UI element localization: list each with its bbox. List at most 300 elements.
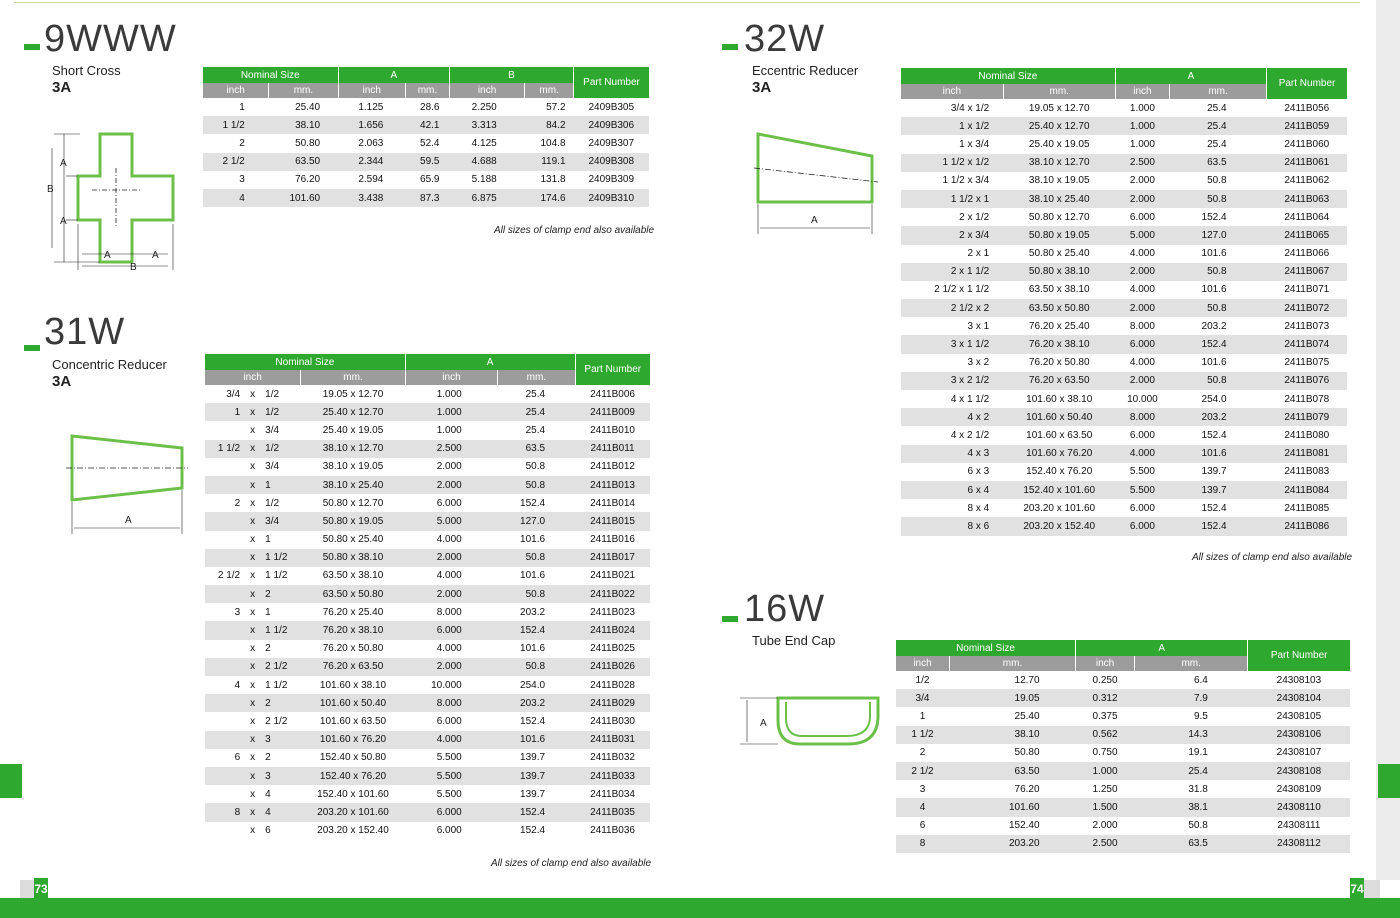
table-cell: 50.8 [498, 658, 575, 676]
col-nominal-size: Nominal Size [901, 68, 1116, 84]
table-cell: 3/4 x 1/2 [950, 102, 990, 114]
table-cell: 203.2 [1170, 408, 1267, 426]
table-cell: 2411B065 [1267, 226, 1347, 244]
table-cell: 2.000 [405, 658, 497, 676]
table-cell: 4 x 2 1/2 [950, 429, 990, 441]
table-cell: 203.20 [950, 835, 1076, 853]
table-cell: 6.000 [1129, 502, 1155, 514]
right-gutter [1376, 0, 1400, 880]
table-cell: 2411B014 [590, 497, 635, 509]
table-cell: 3/4 [896, 689, 950, 707]
table-cell: 101.6 [498, 731, 575, 749]
table-cell [205, 731, 245, 749]
table-cell: 1 1/2 [205, 440, 245, 458]
table-cell: 101.6 [1201, 248, 1227, 260]
table-cell: 2.000 [1092, 820, 1118, 832]
table-cell: 50.8 [498, 549, 575, 567]
section-name: Concentric Reducer [52, 357, 167, 372]
section-marker [722, 616, 738, 622]
concentric-reducer-diagram [62, 430, 192, 540]
table-cell: 4.000 [436, 570, 462, 582]
table-cell: 38.1 [1135, 798, 1248, 816]
table-cell: x [250, 461, 256, 473]
table-cell: 6.000 [436, 825, 462, 837]
table-cell: 50.8 [1170, 190, 1267, 208]
table-cell: 38.10 x 25.40 [1003, 190, 1115, 208]
table-cell: 1 [919, 710, 926, 722]
table-cell: 152.4 [1170, 335, 1267, 353]
table-cell: 119.1 [525, 153, 574, 171]
table-cell: 24308110 [1248, 798, 1350, 816]
table-cell: 4 x 2 [901, 408, 1004, 426]
table-cell: 0.250 [1092, 674, 1118, 686]
table-cell: 1.000 [1129, 138, 1155, 150]
table-cell: 6.000 [436, 497, 462, 509]
table-cell: 3/4 [265, 461, 280, 473]
table-row [896, 762, 1351, 780]
table-cell: 2 1/2 x 2 [901, 299, 1004, 317]
table-cell: x [250, 388, 256, 400]
table-cell: 24308108 [1248, 762, 1350, 780]
table-cell: 1.500 [1076, 798, 1135, 816]
table-cell: 25.40 [1014, 710, 1040, 722]
table-cell: 104.8 [540, 137, 566, 149]
table-cell: 0.750 [1092, 747, 1118, 759]
table-cell: 2411B062 [1284, 175, 1330, 187]
right-side-tab [1378, 764, 1400, 798]
table-cell: x [250, 497, 256, 509]
table-cell: 5.500 [405, 767, 497, 785]
table-cell: 19.05 [950, 689, 1076, 707]
table-cell: 2411B071 [1284, 284, 1330, 296]
section-code: 31W [44, 311, 126, 353]
col-a: A [1115, 68, 1266, 84]
table-cell: 101.60 x 63.50 [319, 715, 387, 727]
section-marker [722, 44, 738, 50]
table-cell: 4.000 [436, 534, 462, 546]
table-cell: 2411B064 [1284, 211, 1330, 223]
table-row [896, 671, 1351, 689]
table-cell: 6.000 [1115, 517, 1169, 535]
table-cell: 203.20 x 152.40 [317, 825, 389, 837]
table-cell [205, 767, 245, 785]
sub-mm: mm. [498, 370, 575, 385]
table-cell: 2 1/2 [203, 153, 269, 171]
table-row [205, 512, 651, 530]
sub-inch: inch [205, 370, 301, 385]
table-row [205, 767, 651, 785]
table-cell: 101.6 [1170, 445, 1267, 463]
table-row [205, 694, 651, 712]
table-row [205, 785, 651, 803]
clamp-end-note: All sizes of clamp end also available [1192, 552, 1353, 563]
table-cell: 63.50 x 50.80 [301, 585, 405, 603]
table-cell: 25.40 x 12.70 [301, 403, 405, 421]
sub-mm: mm. [950, 656, 1076, 671]
table-cell: 3 [919, 783, 926, 795]
table-cell: 2 1/2 [261, 658, 301, 676]
table-cell: 50.80 x 38.10 [1003, 263, 1115, 281]
table-cell: 50.80 x 25.40 [322, 534, 384, 546]
table-cell: 63.50 x 38.10 [322, 570, 384, 582]
table-cell: 152.40 x 76.20 [1026, 466, 1093, 478]
table-cell: 19.05 x 12.70 [1028, 102, 1090, 114]
table-cell: 63.50 x 38.10 [1028, 284, 1090, 296]
table-cell: 174.6 [525, 189, 574, 207]
table-row [205, 567, 651, 585]
table-cell: 2411B023 [590, 606, 635, 618]
table-cell: 50.8 [1170, 299, 1267, 317]
table-cell [205, 785, 245, 803]
table-cell: 2411B030 [590, 715, 635, 727]
table-cell: 2411B056 [1284, 102, 1330, 114]
table-cell: 24308106 [1248, 726, 1350, 744]
table-cell: 152.4 [498, 803, 575, 821]
table-cell: 2 x 1/2 [959, 211, 990, 223]
table-row [901, 317, 1348, 335]
table-cell: 101.6 [520, 570, 546, 582]
table-cell: 2411B029 [575, 694, 650, 712]
table-cell: 50.80 [1014, 747, 1040, 759]
table-cell: 2411B015 [575, 512, 650, 530]
table-cell: x [244, 658, 261, 676]
table-cell: 3 x 2 [967, 357, 990, 369]
table-cell: 76.20 x 38.10 [301, 621, 405, 639]
table-row [205, 549, 651, 567]
table-cell: 38.10 x 12.70 [1003, 154, 1115, 172]
table-cell: 2411B031 [575, 731, 650, 749]
table-cell: 76.20 x 50.80 [322, 643, 384, 655]
table-row [205, 531, 651, 549]
table-row [901, 263, 1348, 281]
table-cell: 2.500 [1115, 154, 1169, 172]
table-cell: 76.20 x 38.10 [1003, 335, 1115, 353]
table-cell: 3 x 1 1/2 [901, 335, 1004, 353]
table-cell: 2411B025 [590, 643, 635, 655]
table-cell: 6 [265, 825, 271, 837]
table-cell: 101.6 [520, 534, 546, 546]
bottom-bar [0, 898, 1400, 918]
table-cell: 8.000 [405, 694, 497, 712]
section-code: 32W [744, 18, 826, 60]
table-cell: 2 [265, 643, 271, 655]
table-cell: 50.80 [295, 137, 321, 149]
table-cell: 50.8 [498, 476, 575, 494]
table-cell: 6.000 [436, 715, 462, 727]
sub-mm: mm. [405, 83, 449, 98]
table-cell: 139.7 [498, 767, 575, 785]
table-cell: x [250, 424, 256, 436]
table-cell: 2.000 [1115, 299, 1169, 317]
page-number-left: 73 [34, 878, 48, 900]
table-cell [205, 694, 245, 712]
table-cell: 24308104 [1248, 689, 1350, 707]
table-cell [205, 549, 245, 567]
table-row [896, 726, 1351, 744]
table-cell: 6 [919, 820, 926, 832]
table-cell: 63.5 [498, 440, 575, 458]
table-cell: 6.000 [405, 621, 497, 639]
table-cell: 1/2 [265, 497, 280, 509]
table-cell: 76.20 x 63.50 [1003, 372, 1115, 390]
table-row [203, 116, 650, 134]
table-cell: 8 x 4 [967, 502, 990, 514]
table-cell: 4.000 [1129, 357, 1155, 369]
table-cell: 8 [205, 803, 245, 821]
table-cell: 10.000 [431, 679, 462, 691]
dim-label-a: A [125, 515, 132, 526]
table-cell: 2411B011 [575, 440, 650, 458]
table-cell: 2411B072 [1267, 299, 1347, 317]
table-cell: 2411B034 [590, 788, 635, 800]
table-cell: 2411B022 [575, 585, 650, 603]
table-cell: 5.000 [1115, 226, 1169, 244]
table-cell: 101.60 x 76.20 [301, 731, 405, 749]
col-nominal-size: Nominal Size [896, 640, 1076, 656]
table-cell: 24308112 [1248, 835, 1350, 853]
table-cell: 101.60 x 50.40 [301, 694, 405, 712]
table-cell: 50.8 [1188, 820, 1208, 832]
table-cell: 24308103 [1276, 674, 1322, 686]
section-standard: 3A [52, 373, 72, 390]
table-cell: 14.3 [1135, 726, 1248, 744]
page-strip-right [1364, 880, 1380, 898]
table-cell: 25.40 [295, 101, 321, 113]
table-cell: 1.125 [358, 101, 384, 113]
table-cell: 38.10 x 19.05 [1028, 175, 1090, 187]
table-row [205, 494, 651, 512]
table-row [896, 835, 1351, 853]
table-cell: 152.4 [1201, 211, 1227, 223]
table-cell: 1 1/2 [261, 621, 301, 639]
table-cell: 1.250 [1092, 783, 1118, 795]
table-cell: 2.500 [1076, 835, 1135, 853]
table-cell: x [244, 512, 261, 530]
table-cell: 2411B078 [1284, 393, 1330, 405]
table-cell: 6.875 [450, 189, 525, 207]
table-cell: 50.80 x 12.70 [322, 497, 384, 509]
table-cell: 1.000 [405, 403, 497, 421]
table-row [901, 390, 1348, 408]
table-cell: 25.4 [1207, 102, 1227, 114]
table-cell: x [244, 440, 261, 458]
table-cell: 1 [265, 606, 271, 618]
table-cell: 52.4 [420, 137, 440, 149]
table-cell: 2 [919, 747, 926, 759]
dim-label-a-bottom: A [60, 216, 67, 227]
table-cell: 3 [261, 767, 301, 785]
table-cell: 28.6 [420, 101, 440, 113]
col-a: A [338, 67, 449, 83]
table-cell: 152.4 [1201, 429, 1227, 441]
table-cell: 5.500 [1115, 481, 1169, 499]
table-cell: 254.0 [1201, 393, 1227, 405]
table-cell: 2411B017 [575, 549, 650, 567]
table-cell: 2409B305 [588, 101, 635, 113]
table-cell: 2411B016 [590, 534, 635, 546]
table-cell: 2411B083 [1284, 466, 1330, 478]
table-cell: 152.4 [1170, 517, 1267, 535]
table-cell: 152.40 x 101.60 [317, 788, 389, 800]
table-row [203, 153, 650, 171]
sub-inch: inch [901, 84, 1004, 99]
table-cell: 2411B013 [575, 476, 650, 494]
table-cell: 6.000 [1129, 211, 1155, 223]
table-cell: 2411B033 [575, 767, 650, 785]
table-cell: 2411B060 [1284, 138, 1330, 150]
table-cell: 6.000 [405, 803, 497, 821]
table-cell: 59.5 [405, 153, 449, 171]
table-cell [205, 512, 245, 530]
table-cell: 50.80 x 25.40 [1028, 248, 1090, 260]
table-row [205, 385, 651, 403]
table-cell: 1 1/2 [265, 679, 288, 691]
table-cell: 6.000 [1129, 429, 1155, 441]
sub-inch: inch [1115, 84, 1169, 99]
table-cell: 5.000 [405, 512, 497, 530]
table-cell: 25.4 [1135, 762, 1248, 780]
table-row [205, 749, 651, 767]
table-cell: 6 x 4 [901, 481, 1004, 499]
table-cell: 76.20 x 25.40 [322, 606, 384, 618]
table-cell: 1 [205, 403, 245, 421]
table-cell: x [250, 643, 256, 655]
col-a: A [1076, 640, 1248, 656]
table-cell: 2411B075 [1284, 357, 1330, 369]
table-cell: x [250, 570, 256, 582]
table-cell: 6 x 3 [967, 466, 990, 478]
table-cell: 8 [896, 835, 950, 853]
table-cell: 2411B081 [1267, 445, 1347, 463]
table-cell: 139.7 [1201, 466, 1227, 478]
clamp-end-note: All sizes of clamp end also available [491, 858, 652, 869]
table-cell: 3.438 [338, 189, 405, 207]
table-row [896, 817, 1351, 835]
table-cell: 101.60 x 38.10 [1026, 393, 1093, 405]
table-cell: 0.562 [1076, 726, 1135, 744]
table-cell: 101.6 [1201, 284, 1227, 296]
table-cell: 4 [261, 803, 301, 821]
table-cell: 1 1/2 [203, 116, 269, 134]
table-cell: 76.20 x 25.40 [1028, 320, 1090, 332]
table-cell: 3 [234, 606, 241, 618]
table-cell: 2411B036 [590, 825, 635, 837]
dim-label-a-top: A [60, 158, 67, 169]
table-cell: 2411B086 [1267, 517, 1347, 535]
table-cell: 63.50 x 50.80 [1003, 299, 1115, 317]
table-cell: 5.500 [436, 752, 462, 764]
table-cell: 76.20 x 50.80 [1028, 357, 1090, 369]
table-cell: 131.8 [540, 174, 566, 186]
sub-inch: inch [450, 83, 525, 98]
table-cell: 63.50 [269, 153, 338, 171]
table-row [205, 640, 651, 658]
table-cell: 1/2 [915, 674, 930, 686]
table-cell: x [250, 752, 256, 764]
table-cell: 152.4 [498, 621, 575, 639]
table-cell: 76.20 [295, 174, 321, 186]
section-name: Eccentric Reducer [752, 63, 859, 78]
table-cell: 50.80 x 19.05 [1003, 226, 1115, 244]
table-cell: 2411B009 [575, 403, 650, 421]
table-cell: 7.9 [1135, 689, 1248, 707]
table-cell: 4.000 [436, 643, 462, 655]
table-cell: 2.000 [405, 585, 497, 603]
tube-end-cap-table [895, 640, 1350, 853]
table-cell: 1 1/2 [896, 726, 950, 744]
table-cell: 2 x 1 [967, 248, 990, 260]
table-row [901, 190, 1348, 208]
table-cell: 203.20 x 101.60 [301, 803, 405, 821]
table-cell: 25.4 [498, 403, 575, 421]
table-cell: 2 [234, 497, 241, 509]
table-row [901, 135, 1348, 153]
table-cell: 3 x 1 [967, 320, 990, 332]
table-cell: 2.250 [471, 101, 497, 113]
table-cell: x [244, 621, 261, 639]
table-cell: 2411B084 [1267, 481, 1347, 499]
table-cell: 1.000 [436, 388, 462, 400]
table-row [205, 658, 651, 676]
table-cell: 2411B085 [1284, 502, 1330, 514]
table-cell: 1 [261, 476, 301, 494]
table-cell: 1.656 [338, 116, 405, 134]
section-code: 16W [744, 588, 826, 630]
table-cell [205, 822, 245, 840]
table-cell: x [250, 679, 256, 691]
table-cell: 1 1/2 [261, 549, 301, 567]
table-cell: x [244, 694, 261, 712]
table-cell: 76.20 [1014, 783, 1040, 795]
table-cell: 50.8 [1207, 175, 1227, 187]
table-cell: 8 x 6 [901, 517, 1004, 535]
table-cell: 57.2 [546, 101, 566, 113]
table-cell: 2411B010 [590, 424, 635, 436]
table-cell: 2 1/2 [265, 715, 288, 727]
table-cell: 139.7 [520, 788, 546, 800]
table-row [901, 335, 1348, 353]
table-cell: 2 [261, 694, 301, 712]
table-row [205, 731, 651, 749]
table-cell: x [244, 803, 261, 821]
table-cell: 152.40 x 76.20 [301, 767, 405, 785]
dim-label-a: A [811, 215, 818, 226]
table-cell: 25.4 [525, 388, 546, 400]
table-row [901, 172, 1348, 190]
table-row [203, 134, 650, 152]
table-cell: 76.20 x 63.50 [301, 658, 405, 676]
table-cell: 1 x 3/4 [959, 138, 990, 150]
table-cell: 152.4 [520, 715, 546, 727]
sub-mm: mm. [269, 83, 338, 98]
section-name: Short Cross [52, 63, 121, 78]
table-cell [205, 712, 245, 730]
table-cell: 24308111 [1277, 820, 1321, 832]
table-cell: 50.80 x 19.05 [301, 512, 405, 530]
table-cell: 2411B076 [1267, 372, 1347, 390]
table-row [205, 403, 651, 421]
sub-inch: inch [203, 83, 269, 98]
table-cell: 2 1/2 x 1 1/2 [934, 284, 990, 296]
table-row [901, 481, 1348, 499]
table-cell: 5.500 [1129, 466, 1155, 478]
table-cell: 25.4 [1170, 117, 1267, 135]
table-cell: 2.594 [358, 174, 384, 186]
section-code: 9WWW [44, 18, 177, 60]
table-cell [205, 421, 245, 439]
table-cell: 38.10 [950, 726, 1076, 744]
table-cell: 2.500 [405, 440, 497, 458]
